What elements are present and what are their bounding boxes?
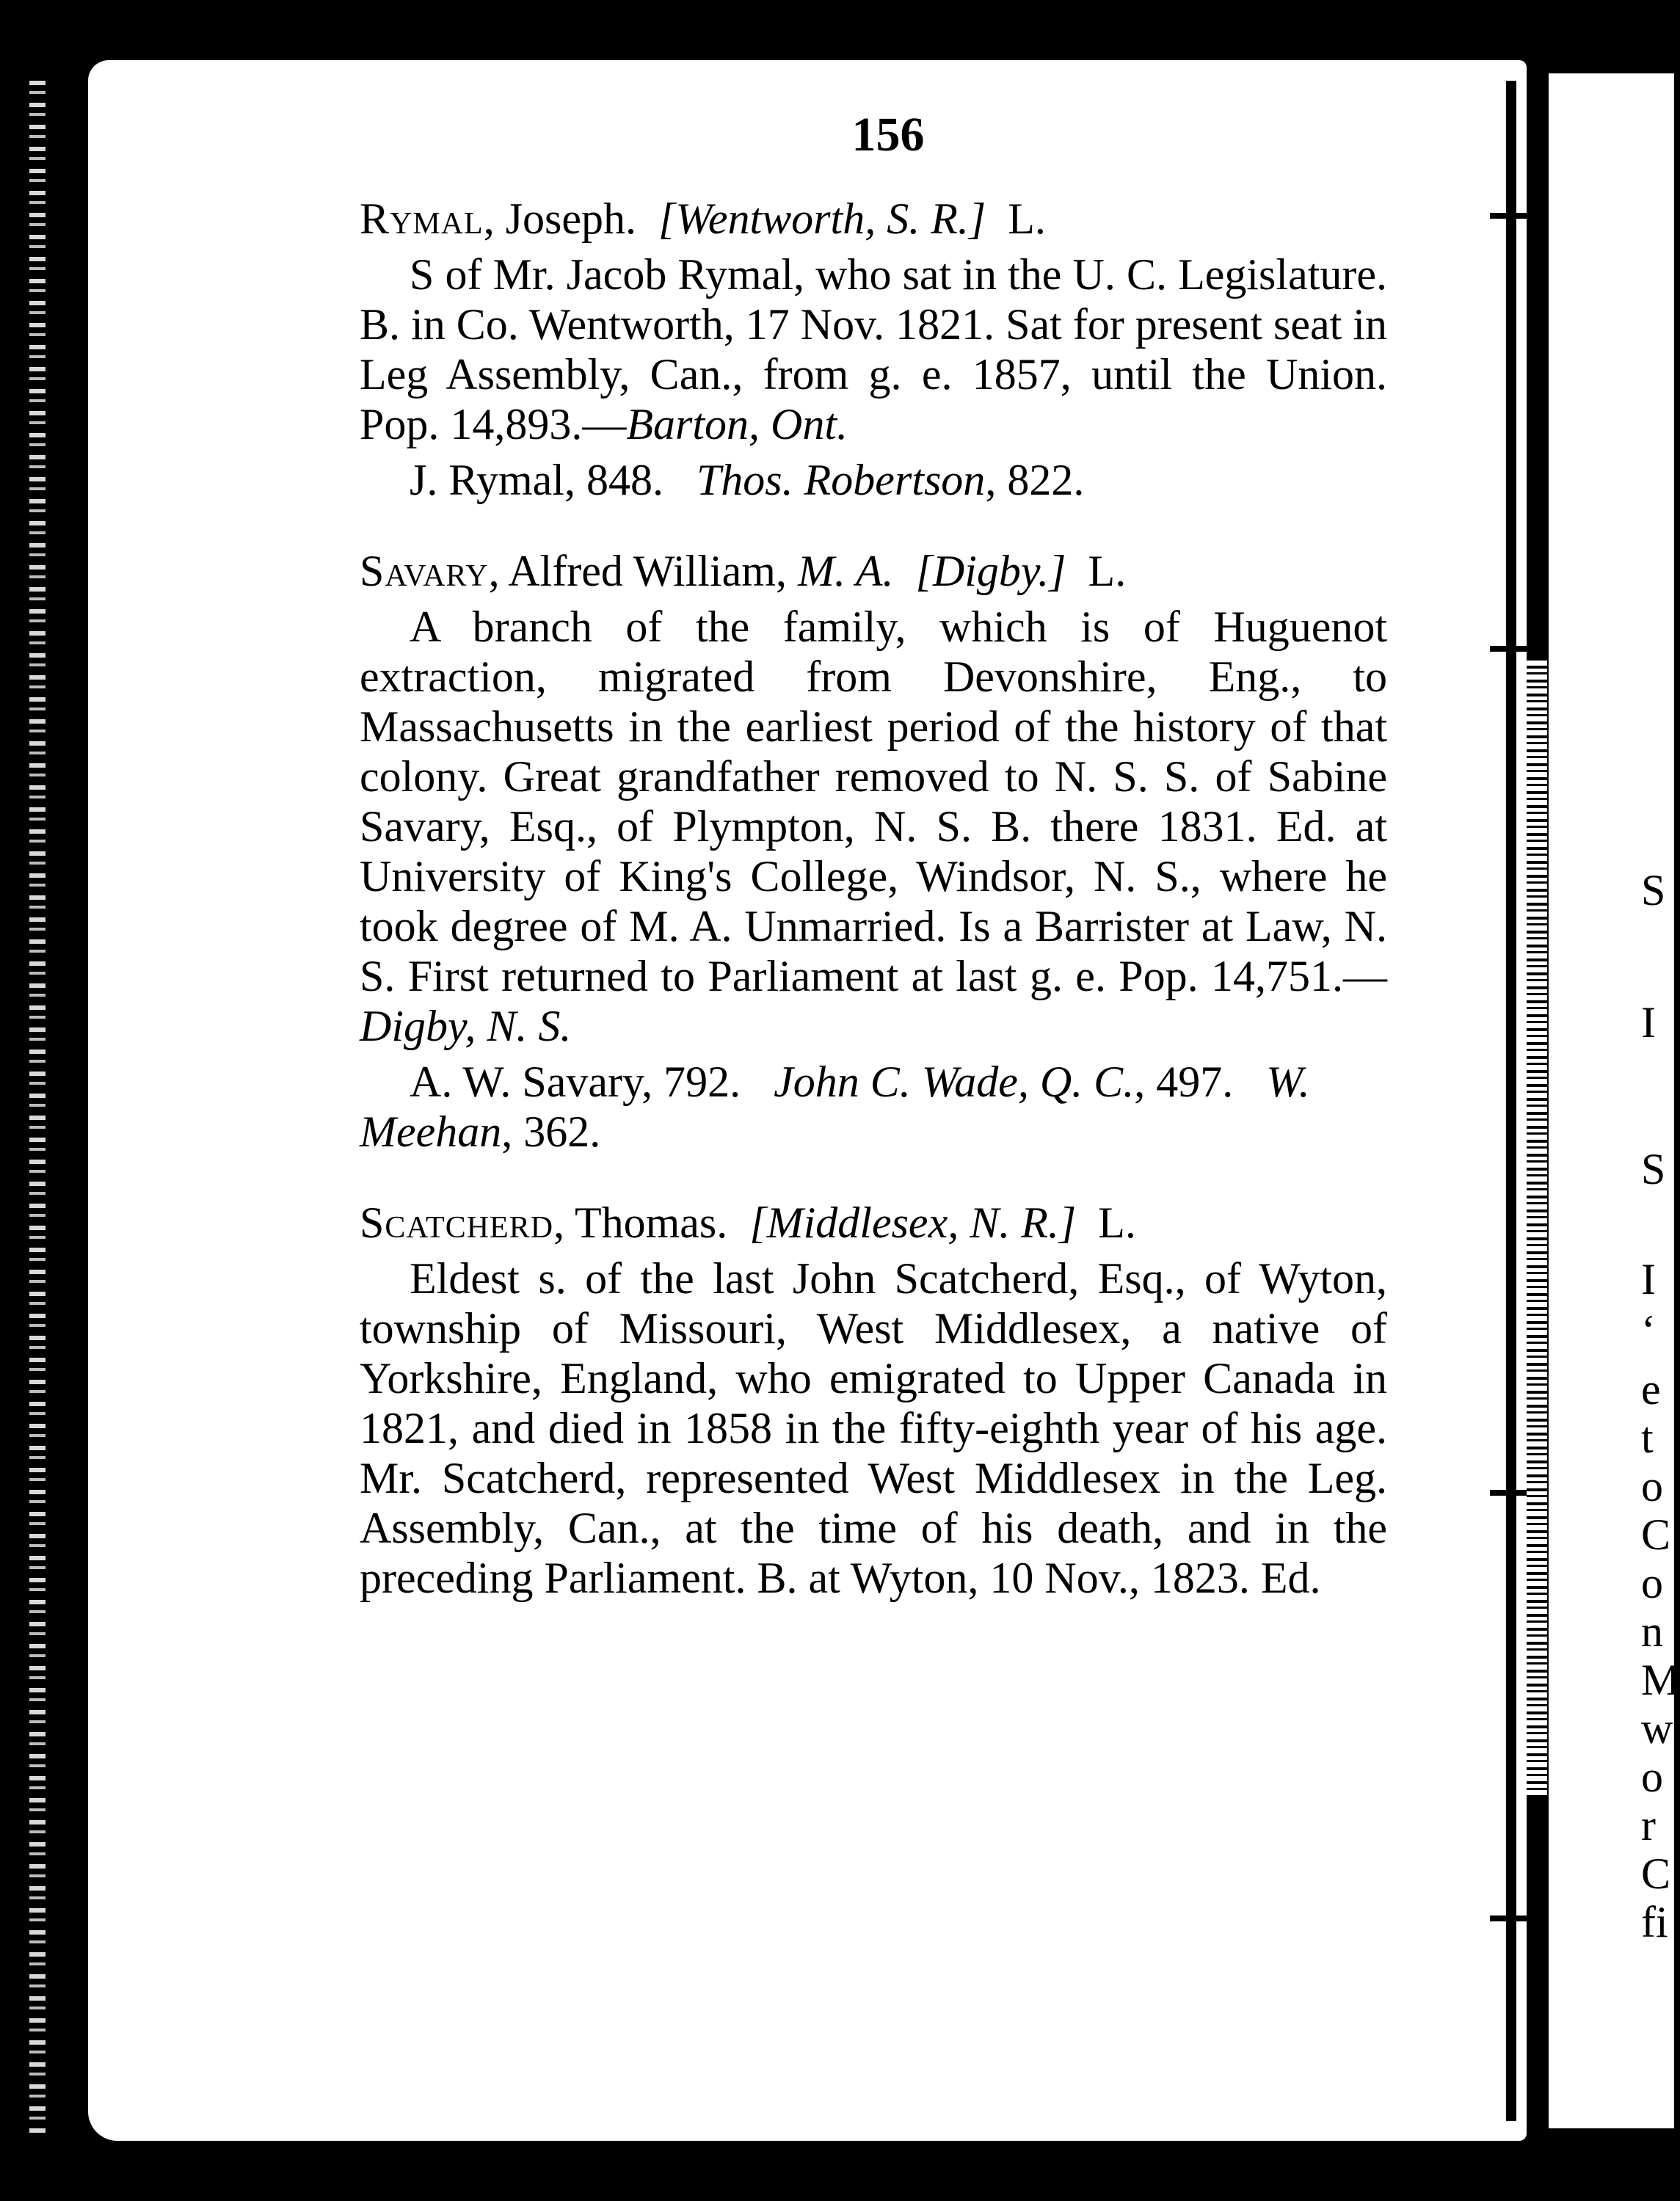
entry-constituency: [Wentworth, S. R.] — [658, 194, 986, 243]
entry-surname: Savary — [360, 547, 489, 595]
facing-letter: w — [1641, 1704, 1673, 1753]
opponent-name: John C. Wade, Q. C. — [774, 1058, 1135, 1106]
entry-biography: Eldest s. of the last John Scatcherd, Esq., of Wyton, township of Missouri, West Middlesex, a native of Yorkshire, England, who emigrated to Upper Canada in 1821, and died in 1858 in the fifty-eighth year of his age. Mr. Scatcherd, represented West Middlesex in the Leg. Assembly, Can., at the time of his death, and in the preceding Parliament. B. at Wyton, 10 Nov., 1823. Ed. — [360, 1254, 1387, 1602]
biography-place: Barton, Ont. — [626, 400, 848, 448]
facing-letter: fi — [1641, 1898, 1668, 1946]
entry-title: M. A. — [797, 547, 894, 595]
biography-text: S of Mr. Jacob Rymal, who sat in the U. C. Legislature. B. in Co. Wentworth, 17 Nov. 1821. Sat for present seat in Leg Assembly, Can., from g. e. 1857, until the Union. Pop. 14,893.— — [360, 250, 1388, 448]
book-gutter — [1506, 81, 1516, 2121]
opponent-name: W. Meehan — [360, 1058, 1310, 1156]
entry-surname: Scatcherd — [360, 1198, 554, 1247]
winner-votes: A. W. Savary, 792. — [410, 1058, 741, 1106]
book-left-edge — [29, 81, 46, 2136]
biography-entry — [360, 546, 1387, 1157]
biography-entry — [360, 1198, 1387, 1603]
entry-biography — [360, 602, 1387, 1051]
gutter-mark — [1490, 213, 1534, 219]
entry-heading — [360, 1198, 1387, 1248]
entry-constituency: [Middlesex, N. R.] — [749, 1198, 1077, 1247]
biography-text: A branch of the family, which is of Huguenot extraction, migrated from Devonshire, Eng., to Massachusetts in the earliest period of the history of that colony. Great grandfather removed to N. S. S. of Sabine Savary, Esq., of Plympton, N. S. B. there 1831. Ed. at University of King's College, Windsor, N. S., where he took degree of M. A. Unmarried. Is a Barrister at Law, N. S. First returned to Parliament at last g. e. Pop. 14,751.— — [360, 603, 1387, 1000]
facing-letter: I — [1641, 1255, 1656, 1303]
entry-heading — [360, 546, 1387, 596]
entry-biography — [360, 250, 1387, 449]
entry-party: L. — [1088, 547, 1127, 595]
facing-letter: o — [1641, 1753, 1663, 1801]
entry-constituency: [Digby.] — [915, 547, 1066, 595]
entry-surname: Rymal — [360, 194, 484, 243]
facing-letter: I — [1641, 998, 1656, 1047]
page-text — [360, 110, 1387, 1644]
opponent-name: Thos. Robertson — [696, 456, 986, 504]
gutter-binding — [1527, 661, 1547, 1798]
election-results — [360, 1057, 1387, 1157]
opponent-votes: , 497. — [1134, 1058, 1234, 1106]
facing-letter: t — [1641, 1414, 1654, 1462]
entry-given-name: , Thomas. — [553, 1198, 728, 1247]
facing-letter: M — [1641, 1656, 1680, 1704]
facing-letter: e — [1641, 1365, 1661, 1414]
facing-letter: o — [1641, 1462, 1663, 1510]
facing-letter: C — [1641, 1849, 1671, 1898]
facing-letter: C — [1641, 1510, 1671, 1559]
gutter-mark — [1490, 1916, 1534, 1921]
facing-letter: r — [1641, 1801, 1656, 1849]
entry-party: L. — [1008, 194, 1046, 243]
facing-page-text — [1641, 866, 1680, 1946]
facing-letter: n — [1641, 1607, 1663, 1656]
opponent-votes: , 362. — [501, 1107, 601, 1156]
opponent-votes: , 822. — [985, 456, 1085, 504]
facing-letter: S — [1641, 866, 1666, 914]
entry-given-name: , Alfred William, — [488, 547, 787, 595]
entry-heading — [360, 194, 1387, 244]
gutter-mark — [1490, 646, 1534, 652]
facing-letter: ‘ — [1641, 1306, 1656, 1355]
entry-party: L. — [1098, 1198, 1136, 1247]
biography-entry — [360, 194, 1387, 505]
page-number: 156 — [851, 108, 925, 161]
facing-letter: S — [1641, 1145, 1666, 1193]
biography-place: Digby, N. S. — [360, 1002, 572, 1050]
entry-given-name: , Joseph. — [483, 194, 637, 243]
winner-votes: J. Rymal, 848. — [410, 456, 663, 504]
facing-letter: o — [1641, 1559, 1663, 1607]
election-results — [360, 455, 1387, 505]
